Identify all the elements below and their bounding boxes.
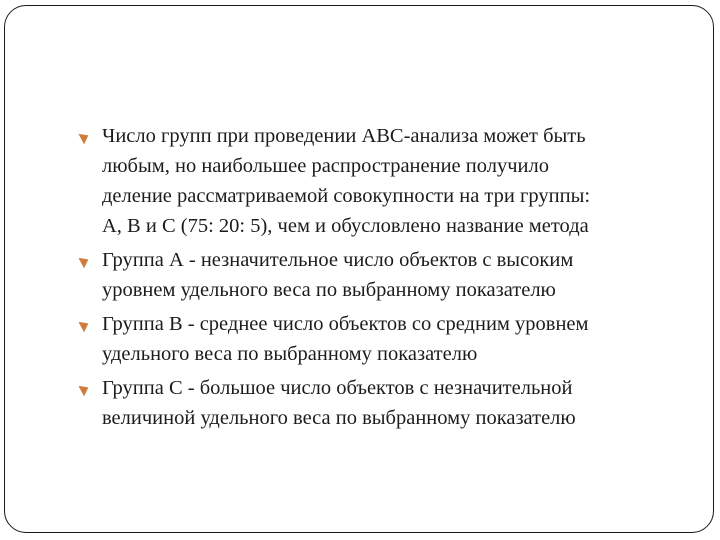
bullet-item-group-a <box>79 245 699 305</box>
bullet-arrow-icon <box>78 318 91 332</box>
bullet-arrow-icon <box>78 130 91 144</box>
bullet-text: Группа С - большое число объектов с незначительной величиной удельного веса по выбранному показателю <box>102 377 576 429</box>
bullet-text: Группа А - незначительное число объектов с высоким уровнем удельного веса по выбранному показателю <box>102 249 574 301</box>
bullet-text: Число групп при проведении ABC-анализа может быть любым, но наибольшее распространение получило деление рассматриваемой совокупности на три группы: А, В и С (75: 20: 5), чем и обусловлено название метода <box>102 125 591 237</box>
bullet-arrow-icon <box>78 382 91 396</box>
bullet-arrow-icon <box>78 254 91 268</box>
bullet-text: Группа В - среднее число объектов со средним уровнем удельного веса по выбранному показателю <box>102 313 589 365</box>
bullet-item-group-b <box>79 309 699 369</box>
bullet-item-group-c <box>79 373 699 433</box>
bullet-item-abc-groups <box>79 121 699 241</box>
bullet-list <box>79 121 699 437</box>
